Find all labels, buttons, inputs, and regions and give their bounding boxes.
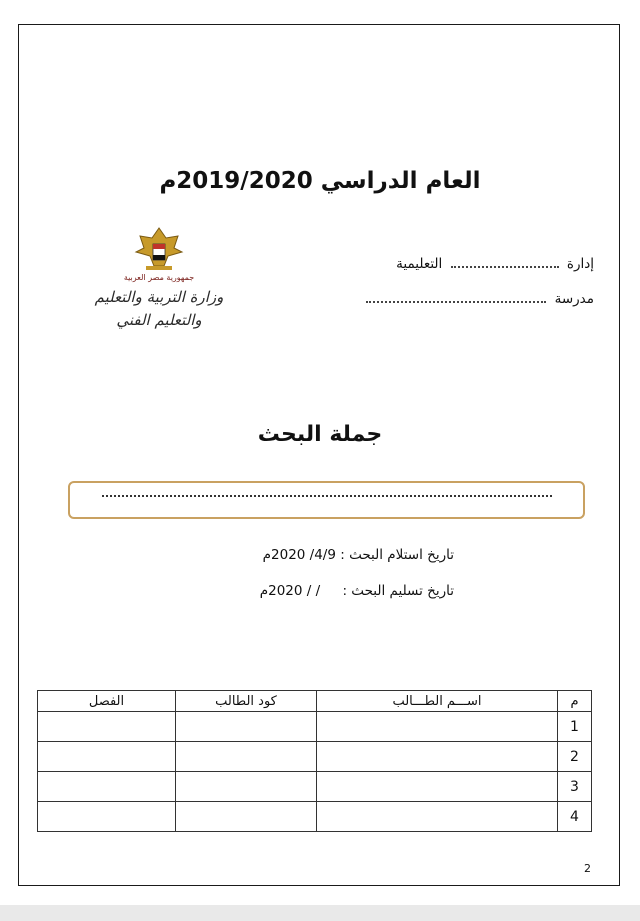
- student-code-cell[interactable]: [176, 772, 317, 802]
- class-cell[interactable]: [38, 802, 176, 832]
- administration-suffix: التعليمية: [396, 256, 443, 272]
- emblem-ministry-line2: والتعليم الفني: [116, 311, 202, 329]
- delivery-label: تاريخ تسليم البحث :: [342, 583, 454, 599]
- ministry-emblem: [94, 222, 224, 342]
- table-row: [38, 742, 592, 772]
- row-number: 2: [558, 742, 592, 772]
- emblem-ministry-line1: وزارة التربية والتعليم: [94, 288, 224, 306]
- administration-label: إدارة: [566, 256, 594, 272]
- page-number: 2: [584, 862, 591, 875]
- student-name-cell[interactable]: [317, 802, 558, 832]
- students-table: [37, 690, 592, 832]
- table-header-row: [38, 691, 592, 712]
- administration-blank[interactable]: [451, 266, 559, 268]
- class-cell[interactable]: [38, 742, 176, 772]
- student-code-cell[interactable]: [176, 742, 317, 772]
- row-number: 3: [558, 772, 592, 802]
- school-field: [362, 291, 594, 307]
- table-row: [38, 802, 592, 832]
- table-row: [38, 712, 592, 742]
- research-title: جملة البحث: [257, 422, 383, 447]
- header-number: م: [558, 691, 592, 712]
- student-name-cell[interactable]: [317, 742, 558, 772]
- row-number: 1: [558, 712, 592, 742]
- emblem-country-text: جمهورية مصر العربية: [123, 273, 195, 282]
- class-cell[interactable]: [38, 712, 176, 742]
- header-class: الفصل: [38, 691, 176, 712]
- student-name-cell[interactable]: [317, 712, 558, 742]
- class-cell[interactable]: [38, 772, 176, 802]
- received-date: تاريخ استلام البحث : 4/9/ 2020م: [262, 547, 454, 563]
- bottom-edge: [0, 905, 640, 921]
- header-student-name: اســـم الطـــالب: [317, 691, 558, 712]
- table-row: [38, 772, 592, 802]
- student-code-cell[interactable]: [176, 712, 317, 742]
- row-number: 4: [558, 802, 592, 832]
- research-topic-box[interactable]: [68, 481, 585, 519]
- academic-year-title: العام الدراسي 2019/2020م: [159, 168, 481, 194]
- delivery-year: 2020م: [259, 583, 303, 599]
- school-label: مدرسة: [554, 291, 594, 307]
- topic-dotted-line: [102, 493, 552, 497]
- delivery-date: [260, 583, 454, 599]
- header-student-code: كود الطالب: [176, 691, 317, 712]
- administration-field: [396, 256, 594, 272]
- delivery-slashes: / /: [306, 583, 321, 599]
- student-code-cell[interactable]: [176, 802, 317, 832]
- eagle-emblem-icon: [94, 222, 224, 342]
- school-blank[interactable]: [366, 301, 546, 303]
- student-name-cell[interactable]: [317, 772, 558, 802]
